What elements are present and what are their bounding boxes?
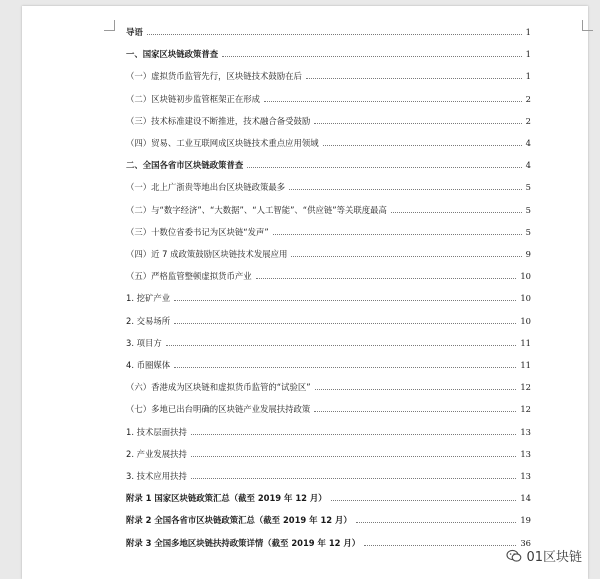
- toc-leader-dots: [247, 166, 521, 168]
- toc-entry-title: 2. 交易场所: [126, 315, 171, 326]
- toc-entry: [126, 358, 531, 372]
- toc-leader-dots: [289, 188, 522, 190]
- toc-entry-title: 3. 技术应用扶持: [126, 471, 187, 481]
- margin-corner-mark: [582, 20, 593, 31]
- toc-entry: [126, 402, 531, 416]
- toc-entry: [126, 69, 531, 83]
- toc-entry-page: 4: [525, 160, 531, 171]
- toc-leader-dots: [191, 433, 516, 435]
- toc-leader-dots: [166, 344, 517, 346]
- toc-entry-page: 5: [525, 226, 531, 237]
- toc-entry-page: 11: [520, 360, 531, 370]
- toc-entry-title: 二、全国各省市区块链政策普查: [126, 160, 244, 171]
- toc-entry-title: 1. 挖矿产业: [126, 293, 171, 304]
- toc-entry-page: 10: [520, 271, 531, 282]
- toc-leader-dots: [191, 455, 516, 457]
- toc-entry-title: （五）严格监管整顿虚拟货币产业: [126, 271, 252, 282]
- toc-entry-page: 2: [525, 115, 531, 126]
- toc-entry: [126, 47, 531, 61]
- toc-entry-page: 36: [520, 537, 531, 548]
- toc-entry: [126, 25, 531, 39]
- toc-leader-dots: [174, 366, 516, 368]
- toc-entry: [126, 314, 531, 328]
- toc-entry: [126, 269, 531, 283]
- toc-leader-dots: [323, 144, 522, 146]
- toc-entry-page: 12: [520, 404, 531, 415]
- watermark-text: 01区块链: [526, 550, 582, 565]
- toc-entry-page: 13: [520, 426, 531, 437]
- toc-entry-page: 5: [525, 182, 531, 193]
- toc-leader-dots: [356, 521, 517, 523]
- toc-entry-title: 3. 项目方: [126, 337, 162, 348]
- toc-entry-title: 1. 技术层面扶持: [126, 426, 187, 437]
- toc-entry-page: 9: [525, 249, 531, 259]
- toc-leader-dots: [314, 122, 521, 124]
- toc-leader-dots: [314, 410, 516, 412]
- toc-entry-title: （三）技术标准建设不断推进，技术融合备受鼓励: [126, 115, 311, 126]
- toc-entry-page: 2: [525, 93, 531, 104]
- toc-leader-dots: [256, 277, 517, 279]
- toc-entry: [126, 180, 531, 194]
- toc-entry: [126, 291, 531, 305]
- toc-entry: [126, 136, 531, 150]
- toc-leader-dots: [191, 477, 516, 479]
- toc-entry-title: （六）香港成为区块链和虚拟货币监管的“试验区”: [126, 382, 311, 393]
- toc-entry-page: 12: [520, 382, 531, 393]
- toc-entry: [126, 247, 531, 261]
- toc-entry: [126, 469, 531, 483]
- toc-entry-title: 4. 币圈媒体: [126, 360, 171, 370]
- toc-entry-title: （三）十数位省委书记为区块链“发声”: [126, 226, 269, 237]
- toc-leader-dots: [364, 544, 516, 546]
- toc-entry-title: （一）虚拟货币监管先行，区块链技术鼓励在后: [126, 71, 302, 82]
- toc-leader-dots: [331, 499, 517, 501]
- toc-entry: [126, 447, 531, 461]
- toc-entry: [126, 114, 531, 128]
- toc-entry-title: 附录 1 国家区块链政策汇总（截至 2019 年 12 月）: [126, 493, 327, 504]
- toc-leader-dots: [147, 33, 522, 35]
- toc-entry-title: （七）多地已出台明确的区块链产业发展扶持政策: [126, 404, 311, 415]
- toc-leader-dots: [273, 233, 522, 235]
- toc-entry-title: 附录 2 全国各省市区块链政策汇总（截至 2019 年 12 月）: [126, 515, 352, 526]
- toc-entry-title: 2. 产业发展扶持: [126, 448, 187, 459]
- toc-entry-page: 11: [520, 337, 531, 348]
- toc-entry-page: 10: [520, 315, 531, 326]
- toc-leader-dots: [264, 100, 522, 102]
- toc-entry-page: 5: [525, 204, 531, 215]
- toc-entry-page: 1: [525, 27, 531, 37]
- toc-leader-dots: [174, 322, 516, 324]
- toc-entry-page: 13: [520, 471, 531, 481]
- toc-leader-dots: [222, 55, 522, 57]
- toc-entry: [126, 203, 531, 217]
- watermark: [506, 546, 582, 565]
- toc-entry-title: 导语: [126, 27, 143, 37]
- toc-leader-dots: [391, 211, 522, 213]
- toc-entry-title: （一）北上广浙贵等地出台区块链政策最多: [126, 182, 286, 193]
- toc-entry: [126, 536, 531, 550]
- toc-entry-title: 附录 3 全国多地区块链扶持政策详情（截至 2019 年 12 月）: [126, 537, 361, 548]
- toc-entry: [126, 425, 531, 439]
- margin-corner-mark: [104, 20, 115, 31]
- toc-entry: [126, 380, 531, 394]
- toc-entry: [126, 336, 531, 350]
- wechat-icon: [506, 548, 522, 564]
- toc-entry-title: （四）近 7 成政策鼓励区块链技术发展应用: [126, 249, 288, 259]
- toc-entry-page: 13: [520, 448, 531, 459]
- toc-entry: [126, 158, 531, 172]
- toc-entry-page: 1: [525, 49, 531, 60]
- toc-entry-page: 1: [525, 71, 531, 82]
- toc-entry-title: （二）区块链初步监管框架正在形成: [126, 93, 260, 104]
- document-page: [22, 6, 588, 579]
- toc-entry: [126, 92, 531, 106]
- toc-entry-page: 19: [520, 515, 531, 526]
- toc-entry-page: 14: [520, 493, 531, 504]
- toc-entry-title: 一、国家区块链政策普查: [126, 49, 219, 60]
- toc-leader-dots: [291, 255, 521, 257]
- toc-entry-page: 10: [520, 293, 531, 304]
- toc-entry: [126, 225, 531, 239]
- toc-leader-dots: [315, 388, 517, 390]
- toc-entry-page: 4: [525, 138, 531, 148]
- toc-entry: [126, 491, 531, 505]
- toc-entry: [126, 513, 531, 527]
- toc-entry-title: （四）贸易、工业互联网成区块链技术重点应用领域: [126, 138, 319, 148]
- toc-entry-title: （二）与“数字经济”、“大数据”、“人工智能”、“供应链”等关联度最高: [126, 204, 387, 215]
- toc-leader-dots: [174, 299, 516, 301]
- toc-leader-dots: [306, 77, 522, 79]
